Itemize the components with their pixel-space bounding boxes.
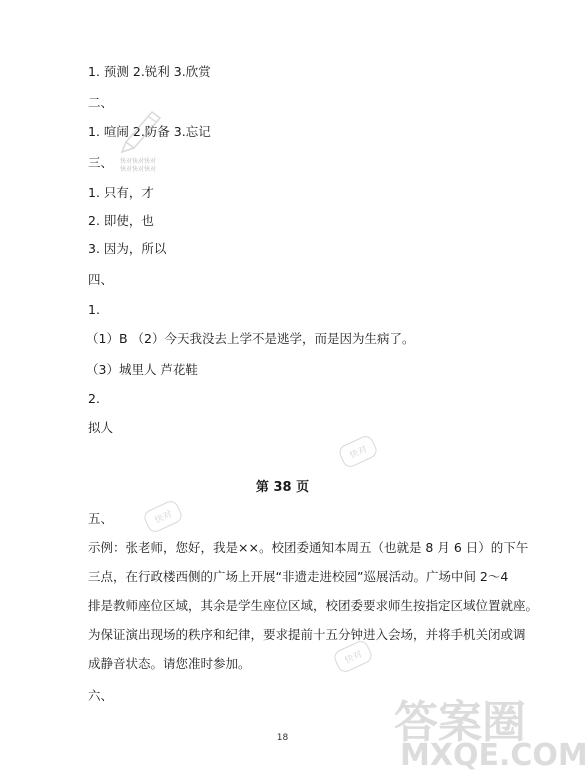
logo-text: 答案圈 (394, 697, 526, 748)
answer-line-3: 1. 喧闹 2.防备 3.忘记 (88, 124, 211, 139)
stamp-watermark-3: 快对 (337, 433, 379, 469)
pencil-icon (112, 104, 172, 154)
section-5-line-2: 三点，在行政楼西侧的广场上开展“非遗走进校园”巡展活动。广场中间 2～4 (88, 569, 509, 584)
answer-line-12: 2. (88, 391, 100, 406)
stamp-watermark-2: 快对 (332, 638, 374, 674)
answer-line-6: 2. 即使，也 (88, 213, 154, 228)
section-3-title: 三、 (88, 155, 114, 170)
section-5-line-1: 示例：张老师，您好，我是××。校团委通知本周五（也就是 8 月 6 日）的下午 (88, 540, 529, 555)
section-2-title: 二、 (88, 95, 114, 110)
section-5-line-5: 成静音状态。请您准时参加。 (88, 656, 251, 671)
answer-line-7: 3. 因为，所以 (88, 241, 167, 256)
section-5-line-3: 排是教师座位区域，其余是学生座位区域，校团委要求师生按指定区域位置就座。 (88, 598, 539, 613)
watermark-text-2: 快对快对快对 (120, 166, 157, 173)
answer-line-10: （1）B （2）今天我没去上学不是逃学，而是因为生病了。 (86, 331, 415, 346)
answer-line-13: 拟人 (88, 420, 114, 435)
answer-line-9: 1. (88, 302, 100, 317)
page-heading: 第 38 页 (255, 480, 310, 495)
answer-line-11: （3）城里人 芦花鞋 (86, 362, 198, 377)
section-5-line-4: 为保证演出现场的秩序和纪律，要求提前十五分钟进入会场，并将手机关闭或调 (88, 627, 526, 642)
section-6-title: 六、 (88, 688, 114, 703)
answer-line-1: 1. 预测 2.锐利 3.欣赏 (88, 64, 211, 79)
stamp-watermark-1: 快对 (142, 498, 184, 534)
logo-url: MXQE.COM (400, 738, 588, 773)
section-4-title: 四、 (88, 272, 114, 287)
section-5-title: 五、 (88, 511, 114, 526)
site-logo-watermark (380, 680, 588, 776)
answer-line-5: 1. 只有，才 (88, 185, 154, 200)
pencil-watermark (112, 104, 172, 174)
page-number: 18 (276, 733, 289, 743)
watermark-text-1: 快对快对快对 (120, 158, 157, 165)
